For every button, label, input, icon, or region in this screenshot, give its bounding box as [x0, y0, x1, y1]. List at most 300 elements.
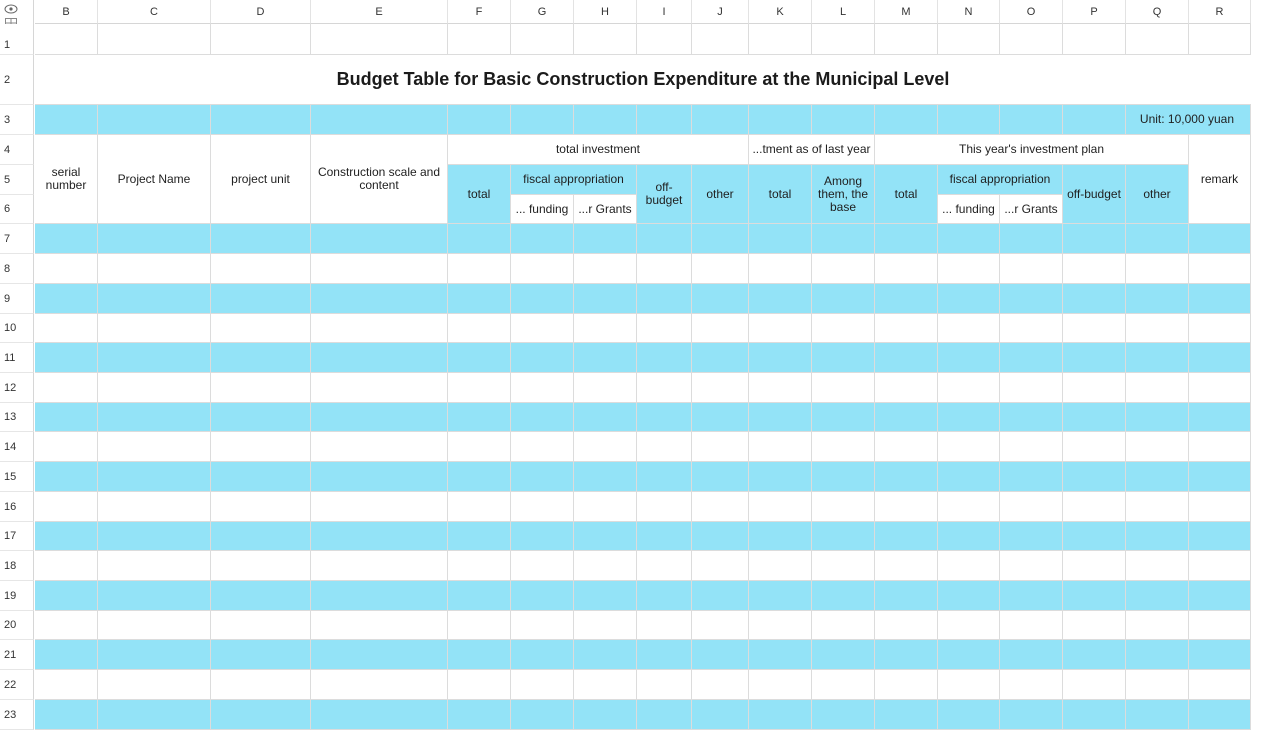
sheet-cell[interactable]	[1126, 462, 1189, 492]
sheet-cell[interactable]	[511, 403, 574, 432]
sheet-cell[interactable]	[1063, 284, 1126, 314]
sheet-cell[interactable]	[749, 403, 812, 432]
sheet-cell[interactable]	[1063, 403, 1126, 432]
sheet-cell[interactable]	[875, 224, 938, 254]
sheet-cell[interactable]	[1000, 105, 1063, 135]
sheet-cell[interactable]	[211, 284, 311, 314]
sheet-cell[interactable]	[749, 224, 812, 254]
sheet-cell[interactable]	[574, 462, 637, 492]
unit-label[interactable]: Unit: 10,000 yuan	[1126, 105, 1251, 135]
row-header[interactable]: 10	[0, 314, 34, 343]
sheet-cell[interactable]	[1000, 314, 1063, 343]
sheet-cell[interactable]	[448, 254, 511, 284]
sheet-cell[interactable]	[1000, 700, 1063, 730]
sheet-cell[interactable]	[311, 640, 448, 670]
sheet-cell[interactable]	[511, 224, 574, 254]
sheet-cell[interactable]	[1189, 373, 1251, 403]
header-this-year-other[interactable]: other	[1126, 165, 1189, 224]
row-header[interactable]: 5	[0, 165, 34, 195]
sheet-cell[interactable]	[574, 254, 637, 284]
sheet-cell[interactable]	[1126, 581, 1189, 611]
sheet-cell[interactable]	[812, 254, 875, 284]
sheet-cell[interactable]	[1189, 551, 1251, 581]
sheet-cell[interactable]	[1000, 343, 1063, 373]
row-header[interactable]: 6	[0, 195, 34, 224]
row-header[interactable]: 12	[0, 373, 34, 403]
sheet-cell[interactable]	[875, 611, 938, 640]
header-this-year-funding[interactable]: ... funding	[938, 195, 1000, 224]
sheet-cell[interactable]	[1126, 700, 1189, 730]
sheet-cell[interactable]	[511, 551, 574, 581]
eye-icon[interactable]	[4, 4, 18, 14]
sheet-cell[interactable]	[1126, 314, 1189, 343]
sheet-cell[interactable]	[637, 105, 692, 135]
sheet-cell[interactable]	[98, 462, 211, 492]
sheet-cell[interactable]	[35, 343, 98, 373]
sheet-cell[interactable]	[448, 522, 511, 551]
sheet-cell[interactable]	[211, 700, 311, 730]
sheet-cell[interactable]	[511, 432, 574, 462]
row-header[interactable]: 7	[0, 224, 34, 254]
sheet-cell[interactable]	[211, 640, 311, 670]
row-header[interactable]: 8	[0, 254, 34, 284]
sheet-cell[interactable]	[637, 254, 692, 284]
sheet-cell[interactable]	[448, 403, 511, 432]
sheet-cell[interactable]	[511, 581, 574, 611]
sheet-cell[interactable]	[511, 254, 574, 284]
sheet-cell[interactable]	[311, 254, 448, 284]
row-header[interactable]: 20	[0, 611, 34, 640]
sheet-cell[interactable]	[211, 254, 311, 284]
sheet-cell[interactable]	[1063, 522, 1126, 551]
sheet-cell[interactable]	[749, 640, 812, 670]
sheet-cell[interactable]	[98, 700, 211, 730]
sheet-cell[interactable]	[511, 522, 574, 551]
sheet-cell[interactable]	[938, 314, 1000, 343]
sheet-cell[interactable]	[1063, 373, 1126, 403]
row-header[interactable]: 22	[0, 670, 34, 700]
header-last-year[interactable]: ...tment as of last year	[749, 135, 875, 165]
sheet-cell[interactable]	[749, 314, 812, 343]
sheet-cell[interactable]	[749, 462, 812, 492]
sheet-cell[interactable]	[637, 314, 692, 343]
sheet-cell[interactable]	[98, 373, 211, 403]
sheet-cell[interactable]	[311, 403, 448, 432]
sheet-cell[interactable]	[511, 462, 574, 492]
sheet-cell[interactable]	[211, 343, 311, 373]
column-header[interactable]: N	[938, 0, 1000, 24]
sheet-cell[interactable]	[211, 24, 311, 55]
sheet-cell[interactable]	[35, 254, 98, 284]
sheet-cell[interactable]	[812, 224, 875, 254]
header-project-unit[interactable]: project unit	[211, 135, 311, 224]
sheet-cell[interactable]	[875, 284, 938, 314]
sheet-cell[interactable]	[1126, 403, 1189, 432]
sheet-cell[interactable]	[211, 492, 311, 522]
sheet-cell[interactable]	[1000, 284, 1063, 314]
sheet-cell[interactable]	[574, 373, 637, 403]
sheet-cell[interactable]	[448, 373, 511, 403]
sheet-cell[interactable]	[938, 611, 1000, 640]
sheet-cell[interactable]	[311, 105, 448, 135]
sheet-cell[interactable]	[692, 314, 749, 343]
sheet-cell[interactable]	[938, 670, 1000, 700]
sheet-cell[interactable]	[749, 373, 812, 403]
sheet-cell[interactable]	[448, 432, 511, 462]
sheet-cell[interactable]	[448, 224, 511, 254]
sheet-cell[interactable]	[938, 373, 1000, 403]
sheet-cell[interactable]	[875, 105, 938, 135]
sheet-cell[interactable]	[98, 284, 211, 314]
sheet-cell[interactable]	[35, 640, 98, 670]
sheet-cell[interactable]	[98, 314, 211, 343]
column-header[interactable]: Q	[1126, 0, 1189, 24]
sheet-cell[interactable]	[1126, 432, 1189, 462]
sheet-cell[interactable]	[637, 492, 692, 522]
sheet-cell[interactable]	[812, 284, 875, 314]
sheet-cell[interactable]	[35, 581, 98, 611]
sheet-cell[interactable]	[1126, 492, 1189, 522]
sheet-cell[interactable]	[637, 343, 692, 373]
sheet-cell[interactable]	[574, 670, 637, 700]
sheet-cell[interactable]	[1000, 640, 1063, 670]
sheet-cell[interactable]	[98, 432, 211, 462]
sheet-cell[interactable]	[35, 492, 98, 522]
sheet-cell[interactable]	[1063, 700, 1126, 730]
sheet-cell[interactable]	[211, 403, 311, 432]
sheet-cell[interactable]	[812, 611, 875, 640]
sheet-cell[interactable]	[938, 432, 1000, 462]
sheet-cell[interactable]	[311, 432, 448, 462]
sheet-cell[interactable]	[1063, 581, 1126, 611]
sheet-cell[interactable]	[637, 551, 692, 581]
row-header[interactable]: 15	[0, 462, 34, 492]
column-header[interactable]: R	[1189, 0, 1251, 24]
sheet-cell[interactable]	[98, 105, 211, 135]
sheet-cell[interactable]	[938, 224, 1000, 254]
row-header[interactable]: 23	[0, 700, 34, 730]
sheet-cell[interactable]	[574, 224, 637, 254]
sheet-cell[interactable]	[211, 522, 311, 551]
sheet-cell[interactable]	[98, 611, 211, 640]
sheet-cell[interactable]	[749, 670, 812, 700]
sheet-cell[interactable]	[448, 343, 511, 373]
sheet-cell[interactable]	[1126, 343, 1189, 373]
sheet-cell[interactable]	[1000, 403, 1063, 432]
sheet-cell[interactable]	[311, 581, 448, 611]
sheet-cell[interactable]	[637, 24, 692, 55]
sheet-cell[interactable]	[35, 403, 98, 432]
sheet-cell[interactable]	[1189, 403, 1251, 432]
sheet-cell[interactable]	[511, 284, 574, 314]
sheet-cell[interactable]	[637, 284, 692, 314]
sheet-cell[interactable]	[1189, 492, 1251, 522]
sheet-cell[interactable]	[692, 254, 749, 284]
sheet-cell[interactable]	[692, 403, 749, 432]
column-header[interactable]: K	[749, 0, 812, 24]
header-total-inv-other[interactable]: other	[692, 165, 749, 224]
sheet-cell[interactable]	[749, 551, 812, 581]
sheet-cell[interactable]	[211, 105, 311, 135]
sheet-cell[interactable]	[749, 343, 812, 373]
sheet-cell[interactable]	[98, 670, 211, 700]
column-header[interactable]: B	[35, 0, 98, 24]
sheet-cell[interactable]	[211, 581, 311, 611]
sheet-cell[interactable]	[692, 462, 749, 492]
sheet-cell[interactable]	[1063, 314, 1126, 343]
sheet-cell[interactable]	[211, 462, 311, 492]
sheet-cell[interactable]	[1189, 254, 1251, 284]
sheet-cell[interactable]	[749, 522, 812, 551]
sheet-cell[interactable]	[938, 492, 1000, 522]
sheet-cell[interactable]	[35, 373, 98, 403]
sheet-cell[interactable]	[1189, 462, 1251, 492]
sheet-cell[interactable]	[311, 314, 448, 343]
column-header[interactable]: D	[211, 0, 311, 24]
sheet-cell[interactable]	[574, 24, 637, 55]
sheet-cell[interactable]	[1126, 611, 1189, 640]
sheet-cell[interactable]	[511, 343, 574, 373]
sheet-cell[interactable]	[1063, 254, 1126, 284]
sheet-cell[interactable]	[692, 670, 749, 700]
sheet-cell[interactable]	[812, 551, 875, 581]
sheet-cell[interactable]	[692, 551, 749, 581]
sheet-cell[interactable]	[749, 581, 812, 611]
header-total-investment[interactable]: total investment	[448, 135, 749, 165]
sheet-cell[interactable]	[211, 670, 311, 700]
sheet-cell[interactable]	[511, 492, 574, 522]
sheet-cell[interactable]	[875, 343, 938, 373]
sheet-cell[interactable]	[875, 462, 938, 492]
sheet-cell[interactable]	[938, 551, 1000, 581]
sheet-cell[interactable]	[1063, 432, 1126, 462]
header-this-year-total[interactable]: total	[875, 165, 938, 224]
sheet-cell[interactable]	[98, 224, 211, 254]
sheet-cell[interactable]	[35, 670, 98, 700]
row-header[interactable]: 4	[0, 135, 34, 165]
sheet-cell[interactable]	[875, 314, 938, 343]
sheet-cell[interactable]	[98, 522, 211, 551]
sheet-cell[interactable]	[749, 432, 812, 462]
sheet-cell[interactable]	[1189, 24, 1251, 55]
sheet-cell[interactable]	[1189, 284, 1251, 314]
sheet-cell[interactable]	[749, 492, 812, 522]
sheet-cell[interactable]	[637, 581, 692, 611]
sheet-cell[interactable]	[574, 492, 637, 522]
sheet-cell[interactable]	[875, 492, 938, 522]
sheet-cell[interactable]	[637, 224, 692, 254]
header-this-year-offbudget[interactable]: off-budget	[1063, 165, 1126, 224]
sheet-cell[interactable]	[1063, 551, 1126, 581]
sheet-cell[interactable]	[692, 373, 749, 403]
sheet-cell[interactable]	[574, 551, 637, 581]
row-header[interactable]: 3	[0, 105, 34, 135]
sheet-cell[interactable]	[448, 462, 511, 492]
header-serial-number[interactable]: serial number	[35, 135, 98, 224]
sheet-cell[interactable]	[812, 432, 875, 462]
sheet-cell[interactable]	[448, 611, 511, 640]
sheet-cell[interactable]	[812, 700, 875, 730]
sheet-cell[interactable]	[1189, 700, 1251, 730]
row-header[interactable]: 19	[0, 581, 34, 611]
sheet-cell[interactable]	[637, 670, 692, 700]
header-construction-scale[interactable]: Construction scale and content	[311, 135, 448, 224]
sheet-cell[interactable]	[311, 24, 448, 55]
sheet-cell[interactable]	[311, 551, 448, 581]
sheet-cell[interactable]	[938, 403, 1000, 432]
sheet-cell[interactable]	[1000, 432, 1063, 462]
sheet-cell[interactable]	[311, 611, 448, 640]
sheet-cell[interactable]	[448, 551, 511, 581]
row-header[interactable]: 14	[0, 432, 34, 462]
sheet-cell[interactable]	[637, 640, 692, 670]
header-project-name[interactable]: Project Name	[98, 135, 211, 224]
sheet-cell[interactable]	[211, 314, 311, 343]
column-header[interactable]: M	[875, 0, 938, 24]
sheet-cell[interactable]	[1063, 105, 1126, 135]
header-last-year-total[interactable]: total	[749, 165, 812, 224]
sheet-cell[interactable]	[311, 670, 448, 700]
row-header[interactable]: 11	[0, 343, 34, 373]
column-header[interactable]: C	[98, 0, 211, 24]
sheet-cell[interactable]	[1189, 670, 1251, 700]
sheet-cell[interactable]	[311, 522, 448, 551]
sheet-cell[interactable]	[574, 403, 637, 432]
sheet-cell[interactable]	[311, 373, 448, 403]
sheet-cell[interactable]	[1189, 314, 1251, 343]
sheet-cell[interactable]	[98, 24, 211, 55]
row-header[interactable]: 17	[0, 522, 34, 551]
sheet-cell[interactable]	[875, 522, 938, 551]
sheet-cell[interactable]	[1000, 522, 1063, 551]
sheet-cell[interactable]	[35, 522, 98, 551]
sheet-cell[interactable]	[812, 343, 875, 373]
header-remark[interactable]: remark	[1189, 135, 1251, 224]
sheet-cell[interactable]	[511, 314, 574, 343]
header-total-inv-funding[interactable]: ... funding	[511, 195, 574, 224]
sheet-cell[interactable]	[749, 254, 812, 284]
sheet-cell[interactable]	[749, 24, 812, 55]
sheet-cell[interactable]	[1063, 24, 1126, 55]
sheet-cell[interactable]	[692, 105, 749, 135]
sheet-cell[interactable]	[1063, 462, 1126, 492]
sheet-cell[interactable]	[875, 640, 938, 670]
sheet-cell[interactable]	[98, 492, 211, 522]
sheet-cell[interactable]	[448, 640, 511, 670]
sheet-cell[interactable]	[637, 373, 692, 403]
sheet-cell[interactable]	[35, 551, 98, 581]
sheet-cell[interactable]	[692, 224, 749, 254]
sheet-cell[interactable]	[1189, 640, 1251, 670]
sheet-cell[interactable]	[1063, 343, 1126, 373]
sheet-cell[interactable]	[511, 373, 574, 403]
header-total-inv-total[interactable]: total	[448, 165, 511, 224]
sheet-cell[interactable]	[311, 343, 448, 373]
sheet-cell[interactable]	[35, 284, 98, 314]
row-header[interactable]: 18	[0, 551, 34, 581]
sheet-cell[interactable]	[749, 105, 812, 135]
sheet-cell[interactable]	[749, 611, 812, 640]
sheet-cell[interactable]	[749, 284, 812, 314]
sheet-cell[interactable]	[511, 105, 574, 135]
sheet-cell[interactable]	[637, 432, 692, 462]
column-header[interactable]: H	[574, 0, 637, 24]
sheet-cell[interactable]	[98, 640, 211, 670]
sheet-cell[interactable]	[875, 403, 938, 432]
sheet-cell[interactable]	[875, 581, 938, 611]
sheet-cell[interactable]	[1000, 611, 1063, 640]
sheet-cell[interactable]	[692, 284, 749, 314]
sheet-cell[interactable]	[511, 700, 574, 730]
sheet-cell[interactable]	[448, 105, 511, 135]
sheet-cell[interactable]	[1063, 640, 1126, 670]
sheet-cell[interactable]	[1126, 373, 1189, 403]
header-total-inv-grants[interactable]: ...r Grants	[574, 195, 637, 224]
column-header[interactable]: I	[637, 0, 692, 24]
sheet-cell[interactable]	[1000, 254, 1063, 284]
sheet-cell[interactable]	[98, 581, 211, 611]
column-header[interactable]: E	[311, 0, 448, 24]
sheet-cell[interactable]	[311, 700, 448, 730]
sheet-cell[interactable]	[311, 224, 448, 254]
sheet-cell[interactable]	[511, 670, 574, 700]
row-header[interactable]: 2	[0, 55, 34, 105]
sheet-cell[interactable]	[692, 640, 749, 670]
sheet-cell[interactable]	[311, 462, 448, 492]
sheet-cell[interactable]	[812, 492, 875, 522]
sheet-cell[interactable]	[35, 24, 98, 55]
sheet-cell[interactable]	[637, 522, 692, 551]
sheet-cell[interactable]	[875, 432, 938, 462]
sheet-cell[interactable]	[448, 492, 511, 522]
sheet-cell[interactable]	[211, 551, 311, 581]
sheet-cell[interactable]	[875, 254, 938, 284]
sheet-cell[interactable]	[1000, 581, 1063, 611]
sheet-cell[interactable]	[574, 700, 637, 730]
sheet-cell[interactable]	[1126, 224, 1189, 254]
sheet-cell[interactable]	[812, 373, 875, 403]
row-header[interactable]: 16	[0, 492, 34, 522]
sheet-cell[interactable]	[574, 432, 637, 462]
sheet-cell[interactable]	[35, 611, 98, 640]
sheet-cell[interactable]	[511, 640, 574, 670]
sheet-cell[interactable]	[812, 640, 875, 670]
sheet-cell[interactable]	[875, 700, 938, 730]
sheet-cell[interactable]	[938, 284, 1000, 314]
sheet-cell[interactable]	[938, 700, 1000, 730]
sheet-cell[interactable]	[35, 462, 98, 492]
sheet-cell[interactable]	[692, 343, 749, 373]
sheet-cell[interactable]	[1189, 432, 1251, 462]
header-this-year[interactable]: This year's investment plan	[875, 135, 1189, 165]
sheet-cell[interactable]	[35, 224, 98, 254]
sheet-cell[interactable]	[448, 24, 511, 55]
sheet-cell[interactable]	[875, 24, 938, 55]
sheet-cell[interactable]	[938, 522, 1000, 551]
sheet-cell[interactable]	[1189, 581, 1251, 611]
sheet-cell[interactable]	[511, 611, 574, 640]
sheet-cell[interactable]	[1126, 284, 1189, 314]
sheet-cell[interactable]	[938, 343, 1000, 373]
sheet-cell[interactable]	[98, 343, 211, 373]
sheet-cell[interactable]	[35, 700, 98, 730]
sheet-cell[interactable]	[1000, 224, 1063, 254]
sheet-cell[interactable]	[1126, 254, 1189, 284]
sheet-cell[interactable]	[692, 24, 749, 55]
sheet-cell[interactable]	[875, 373, 938, 403]
sheet-cell[interactable]	[1063, 670, 1126, 700]
sheet-cell[interactable]	[749, 700, 812, 730]
